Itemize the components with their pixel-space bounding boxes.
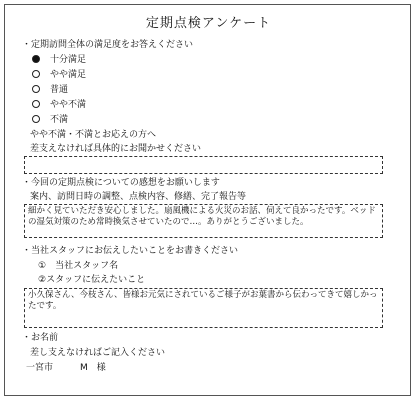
q1-option-1[interactable] bbox=[32, 55, 86, 66]
q4-subtext: 差し支えなければご記入ください bbox=[30, 348, 166, 358]
q2-subtext: 案内、訪問日時の調整、点検内容、修繕、完了報告等 bbox=[30, 192, 247, 202]
radio-empty-icon[interactable] bbox=[32, 85, 40, 93]
q3-heading: ・当社スタッフにお伝えしたいことをお書きください bbox=[22, 246, 239, 256]
q1-option-4-label: やや不満 bbox=[50, 100, 87, 110]
q1-option-1-label: 十分満足 bbox=[50, 55, 87, 65]
q1-option-2-label: やや満足 bbox=[50, 70, 87, 80]
radio-empty-icon[interactable] bbox=[32, 115, 40, 123]
q1-heading: ・定期訪問全体の満足度をお答えください bbox=[22, 40, 194, 50]
q3-item-staff-name: ① 当社スタッフ名 bbox=[38, 261, 119, 271]
q3-item-message: ②スタッフに伝えたいこと bbox=[38, 275, 146, 285]
q1-option-4[interactable] bbox=[32, 100, 86, 111]
radio-selected-icon[interactable] bbox=[32, 55, 40, 63]
q1-option-3-label: 普通 bbox=[50, 85, 69, 95]
q4-name-answer: 一宮市 M 様 bbox=[26, 363, 106, 373]
q4-heading: ・お名前 bbox=[22, 333, 59, 343]
q2-answer-box[interactable]: 細かく見ていただき安心しました。扇風機による火災のお話、伺えて良かったです。ベッドの湿気対策のため常時換気させていたので…。ありがとうございました。 bbox=[24, 204, 383, 238]
q1-option-5-label: 不満 bbox=[50, 115, 69, 125]
q1-answer-box[interactable] bbox=[24, 156, 383, 174]
q1-followup-note: やや不満・不満とお応えの方へ bbox=[30, 130, 157, 140]
radio-empty-icon[interactable] bbox=[32, 100, 40, 108]
radio-empty-icon[interactable] bbox=[32, 70, 40, 78]
q1-option-5[interactable] bbox=[32, 115, 68, 126]
page-title: 定期点検アンケート bbox=[145, 16, 272, 31]
q1-followup-prompt: 差支えなければ具体的にお聞かせください bbox=[30, 144, 202, 154]
q2-heading: ・今回の定期点検についての感想をお願いします bbox=[22, 178, 220, 188]
q1-option-2[interactable] bbox=[32, 70, 86, 81]
q1-option-3[interactable] bbox=[32, 85, 68, 96]
q3-answer-box[interactable]: 小久保さん、今枝さん、皆様お元気にされているご様子がお葉書から伝わってきて嬉しかったです。 bbox=[24, 288, 383, 328]
